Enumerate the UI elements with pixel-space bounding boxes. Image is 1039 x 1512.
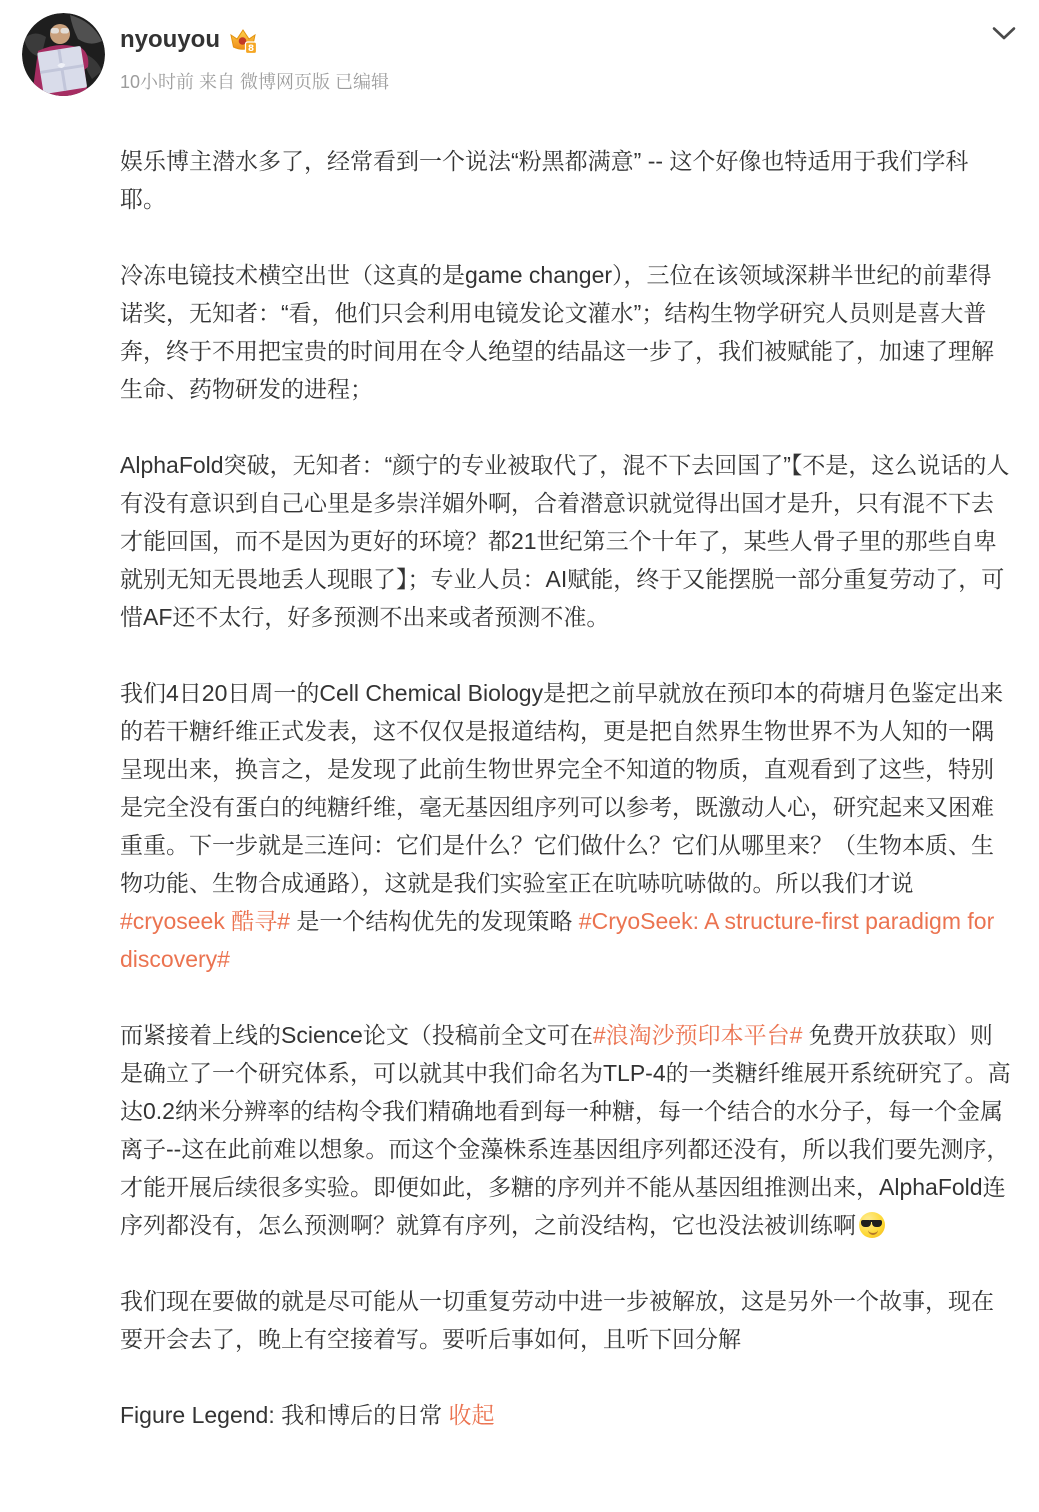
header-info xyxy=(120,0,1039,94)
collapse-link[interactable]: 收起 xyxy=(448,1402,495,1428)
vip-crown-icon[interactable] xyxy=(228,27,258,54)
text-run: 我们现在要做的就是尽可能从一切重复劳动中进一步被解放，这是另外一个故事，现在要开会去了，晚上有空接着写。要听后事如何，且听下回分解 xyxy=(120,1288,994,1352)
text-run: 冷冻电镜技术横空出世（这真的是game changer），三位在该领域深耕半世纪的前辈得诺奖，无知者：“看，他们只会利用电镜发论文灌水”；结构生物学研究人员则是喜大普奔，终于不用把宝贵的时间用在令人绝望的结晶这一步了，我们被赋能了，加速了理解生命、药物研发的进程； xyxy=(120,262,994,402)
avatar-photo xyxy=(22,13,105,96)
username[interactable]: nyouyou xyxy=(120,26,220,53)
chevron-down-icon[interactable] xyxy=(991,26,1017,41)
post-meta: 10小时前 来自 微博网页版 已编辑 xyxy=(120,72,390,92)
post-paragraph xyxy=(120,1282,1013,1358)
text-run: 而紧接着上线的Science论文（投稿前全文可在 xyxy=(120,1022,593,1048)
post-paragraph xyxy=(120,1016,1013,1244)
post-paragraph xyxy=(120,142,1013,218)
post-paragraph xyxy=(120,1396,1013,1434)
post-paragraph xyxy=(120,256,1013,408)
post-paragraph xyxy=(120,446,1013,636)
text-run: AlphaFold突破，无知者：“颜宁的专业被取代了，混不下去回国了”【不是，这么说话的人有没有意识到自己心里是多崇洋媚外啊，合着潜意识就觉得出国才是升，只有混不下去才能回国，而不是因为更好的环境？都21世纪第三个十年了，某些人骨子里的那些自卑就别无知无畏地丢人现眼了】；专业人员：AI赋能，终于又能摆脱一部分重复劳动了，可惜AF还不太行，好多预测不出来或者预测不准。 xyxy=(120,452,1010,630)
text-run: 娱乐博主潜水多了，经常看到一个说法“粉黑都满意” -- 这个好像也特适用于我们学科耶。 xyxy=(120,148,969,212)
svg-text:8: 8 xyxy=(247,43,255,54)
post-header xyxy=(0,0,1039,114)
text-run: Figure Legend: 我和博后的日常 xyxy=(120,1402,449,1428)
hashtag-link-preprint-platform[interactable]: #浪淘沙预印本平台# xyxy=(592,1022,803,1048)
text-run: 我们4日20日周一的Cell Chemical Biology是把之前早就放在预印本的荷塘月色鉴定出来的若干糖纤维正式发表，这不仅仅是报道结构，更是把自然界生物世界不为人知的一隅呈现出来，换言之，是发现了此前生物世界完全不知道的物质，直观看到了这些，特别是完全没有蛋白的纯糖纤维，毫无基因组序列可以参考，既激动人心，研究起来又困难重重。下一步就是三连问：它们是什么？它们做什么？它们从哪里来？（生物本质、生物功能、生物合成通路），这就是我们实验室正在吭哧吭哧做的。所以我们才说 xyxy=(120,680,1004,896)
text-run: 是一个结构优先的发现策略 xyxy=(290,908,579,934)
post-paragraph xyxy=(120,674,1013,978)
hashtag-link-cryoseek-cn[interactable]: #cryoseek 酷寻# xyxy=(120,908,291,934)
username-row xyxy=(120,24,1039,56)
text-run: 免费开放获取）则是确立了一个研究体系，可以就其中我们命名为TLP-4的一类糖纤维展开系统研究了。高达0.2纳米分辨率的结构令我们精确地看到每一种糖，每一个结合的水分子，每一个金属离子--这在此前难以想象。而这个金藻株系连基因组序列都还没有，所以我们要先测序，才能开展后续很多实验。即便如此，多糖的序列并不能从基因组推测出来，AlphaFold连序列都没有，怎么预测啊？就算有序列，之前没结构，它也没法被训练啊 xyxy=(120,1022,1011,1238)
post-body xyxy=(120,142,1013,1434)
avatar[interactable] xyxy=(22,13,105,96)
sunglasses-emoji xyxy=(859,1212,885,1238)
hashtag-link-cryoseek-en[interactable]: #CryoSeek: A structure-first paradigm for discovery# xyxy=(120,908,995,972)
